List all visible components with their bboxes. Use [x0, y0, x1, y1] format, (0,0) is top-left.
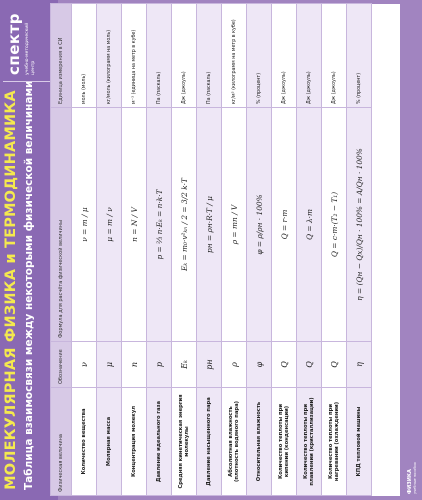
table-row — [247, 4, 272, 496]
quantity-unit: моль (моль) — [72, 4, 97, 108]
quantity-unit: Дж (джоуль) — [297, 4, 322, 108]
quantity-unit: % (процент) — [247, 4, 272, 108]
quantity-unit: кг/м³ (килограмм на метр в кубе) — [222, 4, 247, 108]
quantity-symbol: p — [147, 342, 172, 388]
quantity-formula: η = (Qн − Qх)/Qн · 100% = A/Qн · 100% — [347, 108, 372, 342]
quantity-formula: μ = m / ν — [97, 108, 122, 342]
quantity-name: Абсолютная влажность (плотность водяного пара) — [222, 388, 247, 496]
quantity-name: Средняя кинетическая энергия молекулы — [172, 388, 197, 496]
quantity-symbol: Q — [297, 342, 322, 388]
column-header-unit: Единица измерения в СИ — [51, 4, 72, 108]
quantity-unit: Дж (джоуль) — [172, 4, 197, 108]
publisher-logo — [3, 3, 53, 82]
logo-tagline-1: учебно-методический — [25, 22, 30, 75]
quantity-unit: % (процент) — [347, 4, 372, 108]
quantity-symbol: ρ — [222, 342, 247, 388]
quantity-formula: Eₖ = m₀·v²ₖₙ / 2 = 3/2 k·T — [172, 108, 197, 342]
table-row — [347, 4, 372, 496]
quantity-formula: pн = ρн·R·T / μ — [197, 108, 222, 342]
page-title: МОЛЕКУЛЯРНАЯ ФИЗИКА и ТЕРМОДИНАМИКА — [3, 90, 19, 490]
quantity-formula: Q = λ·m — [297, 108, 322, 342]
table-row — [122, 4, 147, 496]
page-subtitle: Таблица взаимосвязи между некоторыми физической величинами — [23, 80, 35, 490]
quantity-unit: Дж (джоуль) — [322, 4, 347, 108]
quantity-formula: p = ⅔ n·Eₖ = n·k·T — [147, 108, 172, 342]
quantity-name: Давление насыщенного пара — [197, 388, 222, 496]
table-header-row — [51, 4, 72, 496]
quantity-name: Относительная влажность — [247, 388, 272, 496]
table-row — [172, 4, 197, 496]
quantity-formula: ν = m / μ — [72, 108, 97, 342]
table-row — [272, 4, 297, 496]
table-row — [197, 4, 222, 496]
footer — [404, 0, 422, 500]
table-row — [322, 4, 347, 496]
quantity-name: КПД тепловой машины — [347, 388, 372, 496]
table-row — [97, 4, 122, 496]
column-header-quantity: Физическая величина — [51, 388, 72, 496]
quantity-symbol: μ — [97, 342, 122, 388]
column-header-formula: Формула для расчёта физической величины — [51, 108, 72, 342]
footer-subject-sub: учебные пособия — [413, 462, 417, 494]
quantity-unit: м⁻³ (единица на метр в кубе) — [122, 4, 147, 108]
quantity-symbol: ν — [72, 342, 97, 388]
quantity-name: Давление идеального газа — [147, 388, 172, 496]
quantity-formula: Q = r·m — [272, 108, 297, 342]
quantity-symbol: n — [122, 342, 147, 388]
quantity-name: Концентрация молекул — [122, 388, 147, 496]
quantity-formula: ρ = mп / V — [222, 108, 247, 342]
quantity-symbol: pн — [197, 342, 222, 388]
quantities-table — [50, 4, 400, 496]
quantity-name: Количество теплоты при кипении (конденсации) — [272, 388, 297, 496]
table-row — [222, 4, 247, 496]
table-row — [72, 4, 97, 496]
quantity-unit: Па (паскаль) — [197, 4, 222, 108]
footer-subject-label: ФИЗИКА — [407, 469, 413, 494]
column-header-symbol: Обозначение — [51, 342, 72, 388]
quantity-symbol: Q — [322, 342, 347, 388]
quantity-symbol: Q — [272, 342, 297, 388]
quantity-name: Количество теплоты при нагревании (охлаждении) — [322, 388, 347, 496]
table-row — [297, 4, 322, 496]
quantity-name: Количество вещества — [72, 388, 97, 496]
quantity-unit: Дж (джоуль) — [272, 4, 297, 108]
logo-tagline-2: центр — [31, 60, 36, 75]
table — [50, 3, 372, 496]
quantity-formula: n = N / V — [122, 108, 147, 342]
table-row — [147, 4, 172, 496]
quantity-unit: кг/моль (килограмм на моль) — [97, 4, 122, 108]
quantity-name: Молярная масса — [97, 388, 122, 496]
quantity-unit: Па (паскаль) — [147, 4, 172, 108]
quantity-name: Количество теплоты при плавлении (кристаллизации) — [297, 388, 322, 496]
logo-wordmark: спектр — [5, 12, 23, 75]
quantity-symbol: η — [347, 342, 372, 388]
quantity-formula: φ = ρ/ρн · 100% — [247, 108, 272, 342]
quantity-formula: Q = c·m·(T₂ − T₁) — [322, 108, 347, 342]
quantity-symbol: φ — [247, 342, 272, 388]
quantity-symbol: Eₖ — [172, 342, 197, 388]
